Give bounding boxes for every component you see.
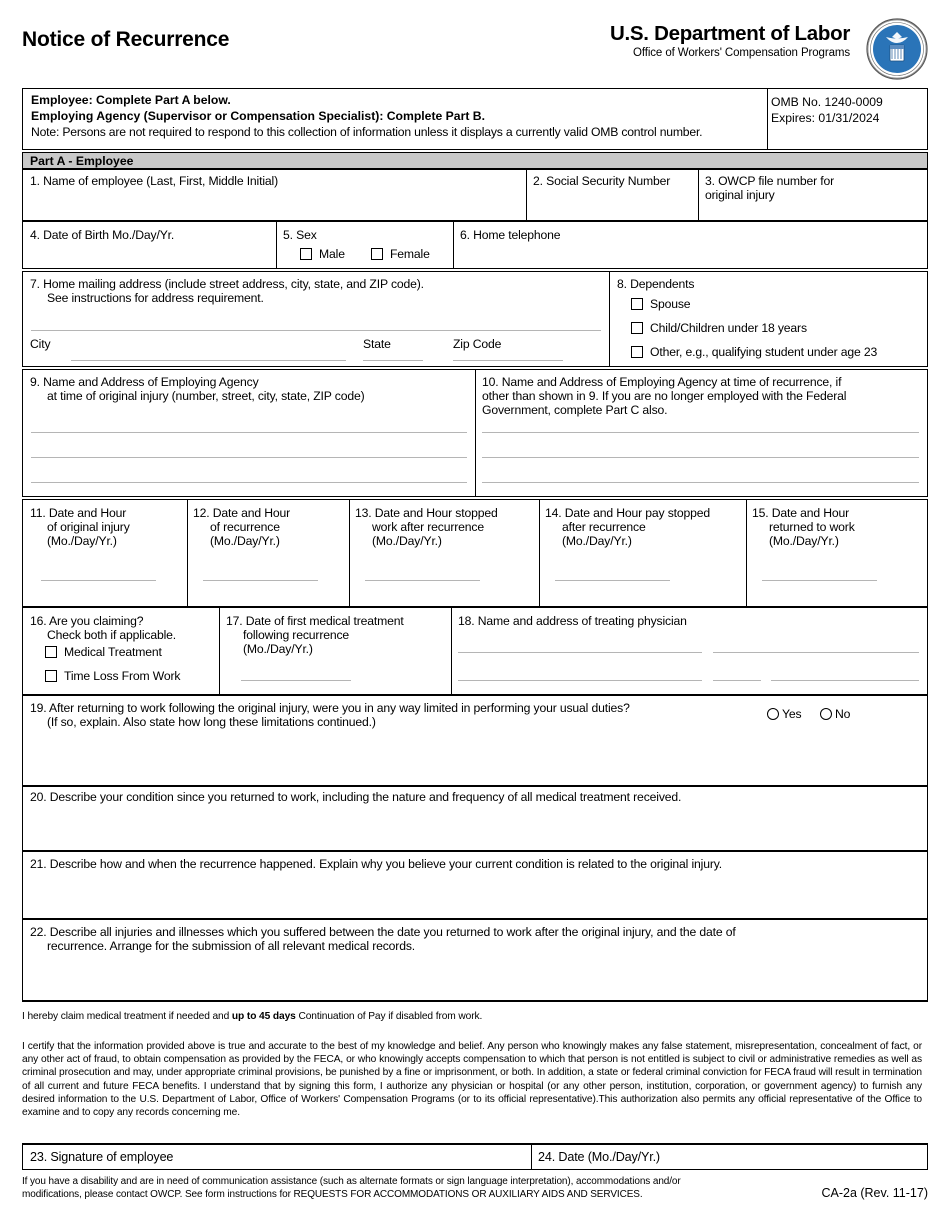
agency9-rule-3 <box>31 482 467 483</box>
ssn-input[interactable] <box>508 190 668 218</box>
claim-statement-post: Continuation of Pay if disabled from work. <box>295 1011 483 1022</box>
dependent-spouse-label: Spouse <box>650 297 691 311</box>
agency-block <box>610 22 850 59</box>
field-1-label: 1. Name of employee (Last, First, Middle Initial) <box>30 174 279 188</box>
field-15-label-line3: (Mo./Day/Yr.) <box>769 534 839 548</box>
agency9-rule-2 <box>31 457 467 458</box>
field-3-label-line2: original injury <box>705 188 775 202</box>
divider-16-17 <box>219 608 220 694</box>
row-signature-date <box>22 1143 928 1170</box>
field-19-yes-label: Yes <box>782 707 802 721</box>
sex-male-label: Male <box>319 247 345 261</box>
field-17-rule <box>241 680 351 681</box>
field-21-textarea[interactable] <box>28 873 918 917</box>
field-14-label-line1: 14. Date and Hour pay stopped <box>545 506 711 520</box>
field-12-label-line1: 12. Date and Hour <box>193 506 291 520</box>
field-22-textarea[interactable] <box>28 942 918 998</box>
field-19-no-label: No <box>835 707 851 721</box>
field-20-label: 20. Describe your condition since you returned to work, including the nature and frequency of all medical treatment received. <box>30 790 682 804</box>
row-claim-treatment-physician <box>22 607 928 695</box>
dependent-other-label: Other, e.g., qualifying student under age 23 <box>650 345 878 359</box>
field-14-label-line2: after recurrence <box>562 520 646 534</box>
field-18-rule-1b <box>713 652 919 653</box>
divider-14-15 <box>746 500 747 606</box>
date-of-birth-input[interactable] <box>26 243 246 265</box>
field-19-yes-radio[interactable] <box>767 708 779 720</box>
field-14-rule <box>555 580 670 581</box>
instruction-employee: Employee: Complete Part A below. <box>31 93 231 107</box>
field-7-label-line2: See instructions for address requirement. <box>47 291 264 305</box>
row-agency-addresses <box>22 369 928 497</box>
divider-12-13 <box>349 500 350 606</box>
agency-name: U.S. Department of Labor <box>610 22 850 45</box>
dependent-other-checkbox[interactable] <box>631 346 643 358</box>
field-15-label-line1: 15. Date and Hour <box>752 506 850 520</box>
divider-17-18 <box>451 608 452 694</box>
field-18-rule-2b <box>713 680 761 681</box>
accessibility-notice <box>22 1176 742 1201</box>
field-21-label: 21. Describe how and when the recurrence happened. Explain why you believe your current condition is related to the original injury. <box>30 857 723 871</box>
divider-9-10 <box>475 370 476 496</box>
field-18-rule-1a <box>458 652 702 653</box>
divider-11-12 <box>187 500 188 606</box>
instructions-box <box>22 88 928 150</box>
field-18-rule-2c <box>771 680 919 681</box>
page-title: Notice of Recurrence <box>22 28 230 51</box>
field-11-label-line2: of original injury <box>47 520 130 534</box>
omb-expires: Expires: 01/31/2024 <box>771 111 880 125</box>
zip-input[interactable] <box>452 341 540 359</box>
field-14-label-line3: (Mo./Day/Yr.) <box>562 534 632 548</box>
divider-7-8 <box>609 272 610 366</box>
agency10-rule-1 <box>482 432 919 433</box>
omb-divider <box>767 89 768 149</box>
field-6-label: 6. Home telephone <box>460 228 561 242</box>
field-16-label-line1: 16. Are you claiming? <box>30 614 144 628</box>
field-12-rule <box>203 580 318 581</box>
sex-female-checkbox[interactable] <box>371 248 383 260</box>
field-13-rule <box>365 580 480 581</box>
instruction-agency: Employing Agency (Supervisor or Compensation Specialist): Complete Part B. <box>31 108 485 123</box>
mailing-address-input[interactable] <box>30 309 578 331</box>
divider-23-24 <box>531 1145 532 1170</box>
field-19-no-radio[interactable] <box>820 708 832 720</box>
form-masthead <box>22 22 928 78</box>
field-11-label-line3: (Mo./Day/Yr.) <box>47 534 117 548</box>
field-7-label-line1: 7. Home mailing address (include street address, city, state, and ZIP code). <box>30 277 424 291</box>
field-22-label-line2: recurrence. Arrange for the submission of all relevant medical records. <box>47 939 416 953</box>
employee-name-input[interactable] <box>26 190 496 218</box>
claim-medical-treatment-checkbox[interactable] <box>45 646 57 658</box>
dol-seal-icon <box>866 18 928 80</box>
claim-medical-treatment-label: Medical Treatment <box>64 645 162 659</box>
dependent-child-checkbox[interactable] <box>631 322 643 334</box>
field-18-rule-2a <box>458 680 702 681</box>
state-input[interactable] <box>362 341 400 359</box>
field-17-label-line1: 17. Date of first medical treatment <box>226 614 404 628</box>
certification-paragraph: I certify that the information provided above is true and accurate to the best of my knowledge and belief. Any person who knowingly makes any false statement, misrepresentation, concealment of fact, or any other act of fraud, to obtain compensation as provided by the FECA, or who knowingly accepts compensation to which that person is not entitled is subject to civil or administrative remedies as well as criminal prosecution and may, under appropriate criminal provisions, be punished by a fine or imprisonment, or both. In addition, a state or federal criminal conviction for FECA fraud will result in termination of all current and future FECA benefits. I understand that by signing this form, I authorize any physician or hospital (or any other person, institution, corporation, or government agency) to furnish any desired information to the U.S. Department of Labor, Office of Workers' Compensation Programs (or to its official representative).This authorization also permits any official representative of the Office to examine and to copy any records concerning me. <box>22 1041 922 1119</box>
accessibility-line-2: modifications, please contact OWCP. See form instructions for REQUESTS FOR ACCOMMODATIONS OR AUXILIARY AIDS AND SERVICES. <box>22 1188 643 1200</box>
state-rule <box>363 360 423 361</box>
field-17-label-line3: (Mo./Day/Yr.) <box>243 642 313 656</box>
field-12-label-line2: of recurrence <box>210 520 280 534</box>
field-19-label-line1: 19. After returning to work following the original injury, were you in any way limited in performing your usual duties? <box>30 701 630 715</box>
field-18-label: 18. Name and address of treating physician <box>458 614 687 628</box>
dependent-child-label: Child/Children under 18 years <box>650 321 807 335</box>
field-9-label-line1: 9. Name and Address of Employing Agency <box>30 375 259 389</box>
field-23-label: 23. Signature of employee <box>30 1150 174 1164</box>
field-17-label-line2: following recurrence <box>243 628 350 642</box>
sex-male-checkbox[interactable] <box>300 248 312 260</box>
claim-statement-pre: I hereby claim medical treatment if needed and <box>22 1011 232 1022</box>
field-12-label-line3: (Mo./Day/Yr.) <box>210 534 280 548</box>
agency9-rule-1 <box>31 432 467 433</box>
field-8-label: 8. Dependents <box>617 277 695 291</box>
field-13-label-line2: work after recurrence <box>372 520 484 534</box>
accessibility-line-1: If you have a disability and are in need of communication assistance (such as alternate formats or sign language interpretation), accommodations and/or <box>22 1176 681 1187</box>
field-5-label: 5. Sex <box>283 228 317 242</box>
field-24-label: 24. Date (Mo./Day/Yr.) <box>538 1150 660 1164</box>
field-20-textarea[interactable] <box>28 805 918 849</box>
part-a-label: Part A - Employee <box>30 154 134 168</box>
field-10-label-line3: Government, complete Part C also. <box>482 403 668 417</box>
zip-label: Zip Code <box>453 337 502 351</box>
home-telephone-input[interactable] <box>437 243 919 265</box>
claim-time-loss-label: Time Loss From Work <box>64 669 181 683</box>
claim-time-loss-checkbox[interactable] <box>45 670 57 682</box>
field-2-label: 2. Social Security Number <box>533 174 671 188</box>
claim-statement <box>22 1010 922 1023</box>
field-16-label-line2: Check both if applicable. <box>47 628 177 642</box>
form-number: CA-2a (Rev. 11-17) <box>821 1186 928 1200</box>
field-13-label-line1: 13. Date and Hour stopped <box>355 506 498 520</box>
field-3-label-line1: 3. OWCP file number for <box>705 174 835 188</box>
field-19-explanation-textarea[interactable] <box>28 725 728 781</box>
city-label: City <box>30 337 51 351</box>
field-11-label-line1: 11. Date and Hour <box>30 506 127 520</box>
state-label: State <box>363 337 391 351</box>
field-22-label-line1: 22. Describe all injuries and illnesses which you suffered between the date you returned to work after the original injury, and the date of <box>30 925 736 939</box>
field-15-rule <box>762 580 877 581</box>
agency-subtitle: Office of Workers' Compensation Programs <box>633 47 850 59</box>
agency10-rule-2 <box>482 457 919 458</box>
instruction-note: Note: Persons are not required to respond to this collection of information unless it displays a currently valid OMB control number. <box>31 125 703 139</box>
field-10-label-line1: 10. Name and Address of Employing Agency at time of recurrence, if <box>482 375 842 389</box>
city-input[interactable] <box>70 341 320 359</box>
zip-rule <box>453 360 563 361</box>
field-9-label-line2: at time of original injury (number, street, city, state, ZIP code) <box>47 389 365 403</box>
field-11-rule <box>41 580 156 581</box>
field-15-label-line2: returned to work <box>769 520 855 534</box>
divider-13-14 <box>539 500 540 606</box>
omb-number: OMB No. 1240-0009 <box>771 95 883 109</box>
row-date-hour <box>22 499 928 607</box>
instructions-text <box>31 93 766 141</box>
claim-statement-bold: up to 45 days <box>231 1011 296 1022</box>
agency10-rule-3 <box>482 482 919 483</box>
field-4-label: 4. Date of Birth Mo./Day/Yr. <box>30 228 175 242</box>
field-13-label-line3: (Mo./Day/Yr.) <box>372 534 442 548</box>
dependent-spouse-checkbox[interactable] <box>631 298 643 310</box>
field-19-label-line2: (If so, explain. Also state how long these limitations continued.) <box>47 715 376 729</box>
part-a-header <box>22 152 928 169</box>
divider-4-5 <box>276 222 277 268</box>
city-rule <box>71 360 346 361</box>
owcp-file-number-input[interactable] <box>682 196 920 218</box>
sex-female-label: Female <box>390 247 430 261</box>
field-10-label-line2: other than shown in 9. If you are no longer employed with the Federal <box>482 389 847 403</box>
omb-block <box>771 94 883 126</box>
